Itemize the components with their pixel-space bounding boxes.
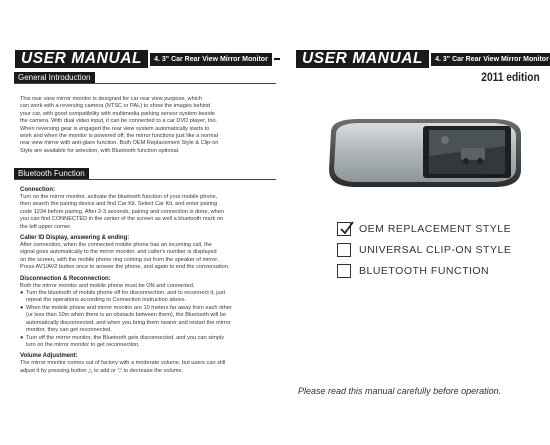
text-line: Turn off the mirror monitor, the Bluetooth gets disconnected, and you can simply [26,334,225,341]
caller-id-title: Caller ID Display, answering & ending: [20,235,130,242]
bullet-item [20,335,270,350]
text-line: can work with a reversing camera (NTSC or PAL) to show the images behind [20,103,211,110]
bullet-icon: ● [20,290,24,297]
mirror-monitor-icon [325,114,525,192]
bullet-item [20,290,270,305]
option-label: OEM REPLACEMENT STYLE [359,222,512,235]
banner-rule [274,58,280,60]
text-line: signal goes automatically to the mirror monitor, and caller's number is displayed [20,249,217,256]
footer-note: Please read this manual carefully before operation. [298,386,502,396]
text-line: Both the mirror monitor and mobile phone must be ON and connected. [20,282,195,289]
checkbox-empty [337,264,351,278]
text-line: your car, with good compatibility with multimedia parking sensor system beside [20,110,215,117]
text-line: you can find CONNECTED in the center of the screen as well a bluetooth mark on [20,216,224,223]
text-line: automatically disconnected, and when you bring them nearer and restart the mirror [26,319,231,326]
text-line: on the screen, with the mobile phone ring coming out from the speaker of mirror. [20,256,219,263]
text-line: When the mobile phone and mirror monitor are 10 meters far away from each other [26,304,232,311]
manual-subtitle: 4. 3" Car Rear View Mirror Monitor [431,53,550,66]
text-line: the camera. With dual video input, it can be connected to a car DVD player, too. [20,118,218,125]
option-label: BLUETOOTH FUNCTION [359,264,490,277]
text-line: Style are available for selection, with Bluetooth function optional. [20,147,180,154]
text-line: work and when the monitor is powered off, the mirror functions just like a normal [20,133,218,140]
option-oem-replacement [337,219,511,238]
text-line: the left upper corner. [20,223,72,230]
text-line: (or less than 10m when there is an obstacle between them), the Bluetooth will be [26,312,226,319]
section-divider [14,179,276,180]
text-line: rear view mirror with anti-glare function. Both OEM Replacement Style & Clip-on [20,140,219,147]
banner-right [296,49,549,69]
text-line: When reversing gear is engaged the rear view system automatically starts to [20,125,210,132]
style-options [337,219,511,282]
text-line: then search the pairing device and find Car Kit. Select Car Kit, and enter pairing [20,201,218,208]
text-line: This rear view mirror monitor is designed for car rear view purpose, which [20,96,202,102]
volume-title: Volume Adjustment: [20,353,78,360]
bluetooth-heading: Bluetooth Function [14,168,89,179]
disconnection-title: Disconnection & Reconnection: [20,275,111,282]
checkbox-checked [337,222,351,236]
checkbox-empty [337,243,351,257]
text-line: turn on the mirror monitor to get reconnection. [26,341,140,348]
text-line: adjust it by pressing button △ to add or ▽ to decrease the volume. [20,367,184,374]
text-line: monitor, they can get reconnected. [26,327,112,334]
mirror-monitor-image [325,114,525,192]
bullet-icon: ● [20,304,24,311]
text-line: After connection, when the connected mobile phone has an incoming call, the [20,242,212,249]
text-line: Turn the bluetooth of mobile phone off for disconnection, and to reconnect it, just [26,290,226,297]
text-line: Press AV1/AV2 button once to answer the phone, and again to end the conversation. [20,264,230,271]
text-line: code 1234 before pairing. After 2-3 seconds, pairing and connection is done, when [20,208,224,215]
text-line: Turn on the mirror monitor, activate the bluetooth function of your mobile phone, [20,194,218,200]
general-intro-text [20,96,270,155]
option-bluetooth [337,261,511,280]
bullet-item [20,305,270,335]
general-intro-heading: General Introduction [14,72,95,83]
text-line: The mirror monitor comes out of factory with a moderate volume, but users can still [20,360,226,367]
section-divider [14,83,276,84]
connection-title: Connection: [20,187,55,193]
check-icon [339,220,355,236]
banner-left [15,49,280,69]
text-line: repeat the operations according to Connection instruction above. [26,297,187,304]
manual-subtitle: 4. 3" Car Rear View Mirror Monitor [150,53,272,66]
bullet-icon: ● [20,334,24,341]
edition-label: 2011 edition [481,70,540,84]
option-universal-clip-on [337,240,511,259]
option-label: UNIVERSAL CLIP-ON STYLE [359,243,512,256]
bluetooth-text [20,186,270,378]
manual-title: USER MANUAL [296,50,429,68]
manual-title: USER MANUAL [15,50,148,68]
